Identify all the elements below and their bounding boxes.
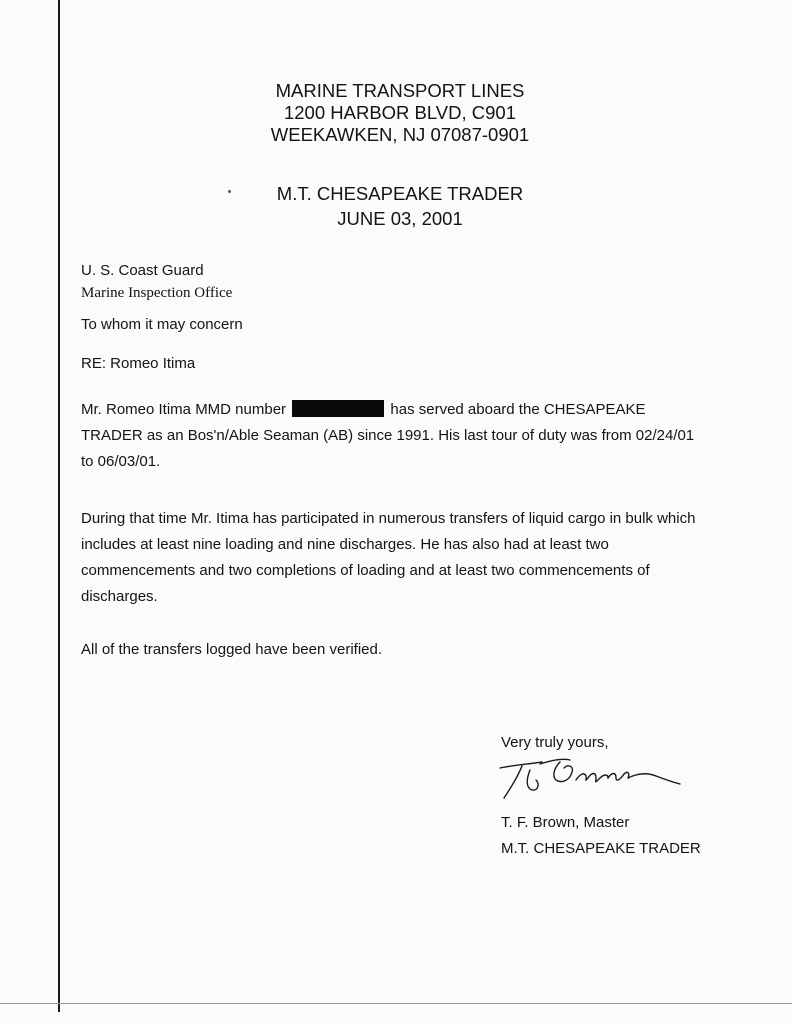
address-line-2: WEEKAWKEN, NJ 07087-0901 [270, 124, 530, 145]
body-paragraph-3: All of the transfers logged have been verified. [81, 641, 383, 658]
vessel-header [200, 181, 600, 231]
body-paragraph-1 [81, 397, 701, 475]
left-margin-rule [58, 0, 60, 1012]
signer-block [501, 810, 701, 862]
paragraph-1-start: Mr. Romeo Itima MMD number [81, 401, 287, 418]
letterhead [200, 80, 600, 146]
paragraph-1-end: has served aboard the CHESAPEAKE TRADER as an Bos'n/Able Seaman (AB) since 1991. His last tour of duty was from 02/24/01 to 06/03/01. [81, 401, 695, 470]
letter-date: JUNE 03, 2001 [337, 208, 463, 229]
body-paragraph-2: During that time Mr. Itima has participated in numerous transfers of liquid cargo in bulk which includes at least nine loading and nine discharges. He has also had at least two commencements and two completions of loading and at least two commencements of discharges. [81, 510, 696, 605]
company-name: MARINE TRANSPORT LINES [275, 80, 525, 101]
signer-name: T. F. Brown, Master [501, 814, 630, 831]
address-line-1: 1200 HARBOR BLVD, C901 [283, 102, 517, 123]
recipient-line-1: U. S. Coast Guard [81, 262, 204, 279]
handwritten-signature [496, 754, 686, 804]
salutation: To whom it may concern [81, 316, 243, 333]
closing: Very truly yours, [501, 734, 609, 751]
bottom-scan-line [0, 1003, 792, 1004]
reference-line: RE: Romeo Itima [81, 355, 196, 372]
vessel-name: M.T. CHESAPEAKE TRADER [276, 183, 524, 204]
recipient-block [81, 261, 232, 303]
recipient-line-2: Marine Inspection Office [81, 285, 233, 301]
redaction-bar [292, 400, 384, 417]
signer-vessel: M.T. CHESAPEAKE TRADER [501, 840, 701, 857]
